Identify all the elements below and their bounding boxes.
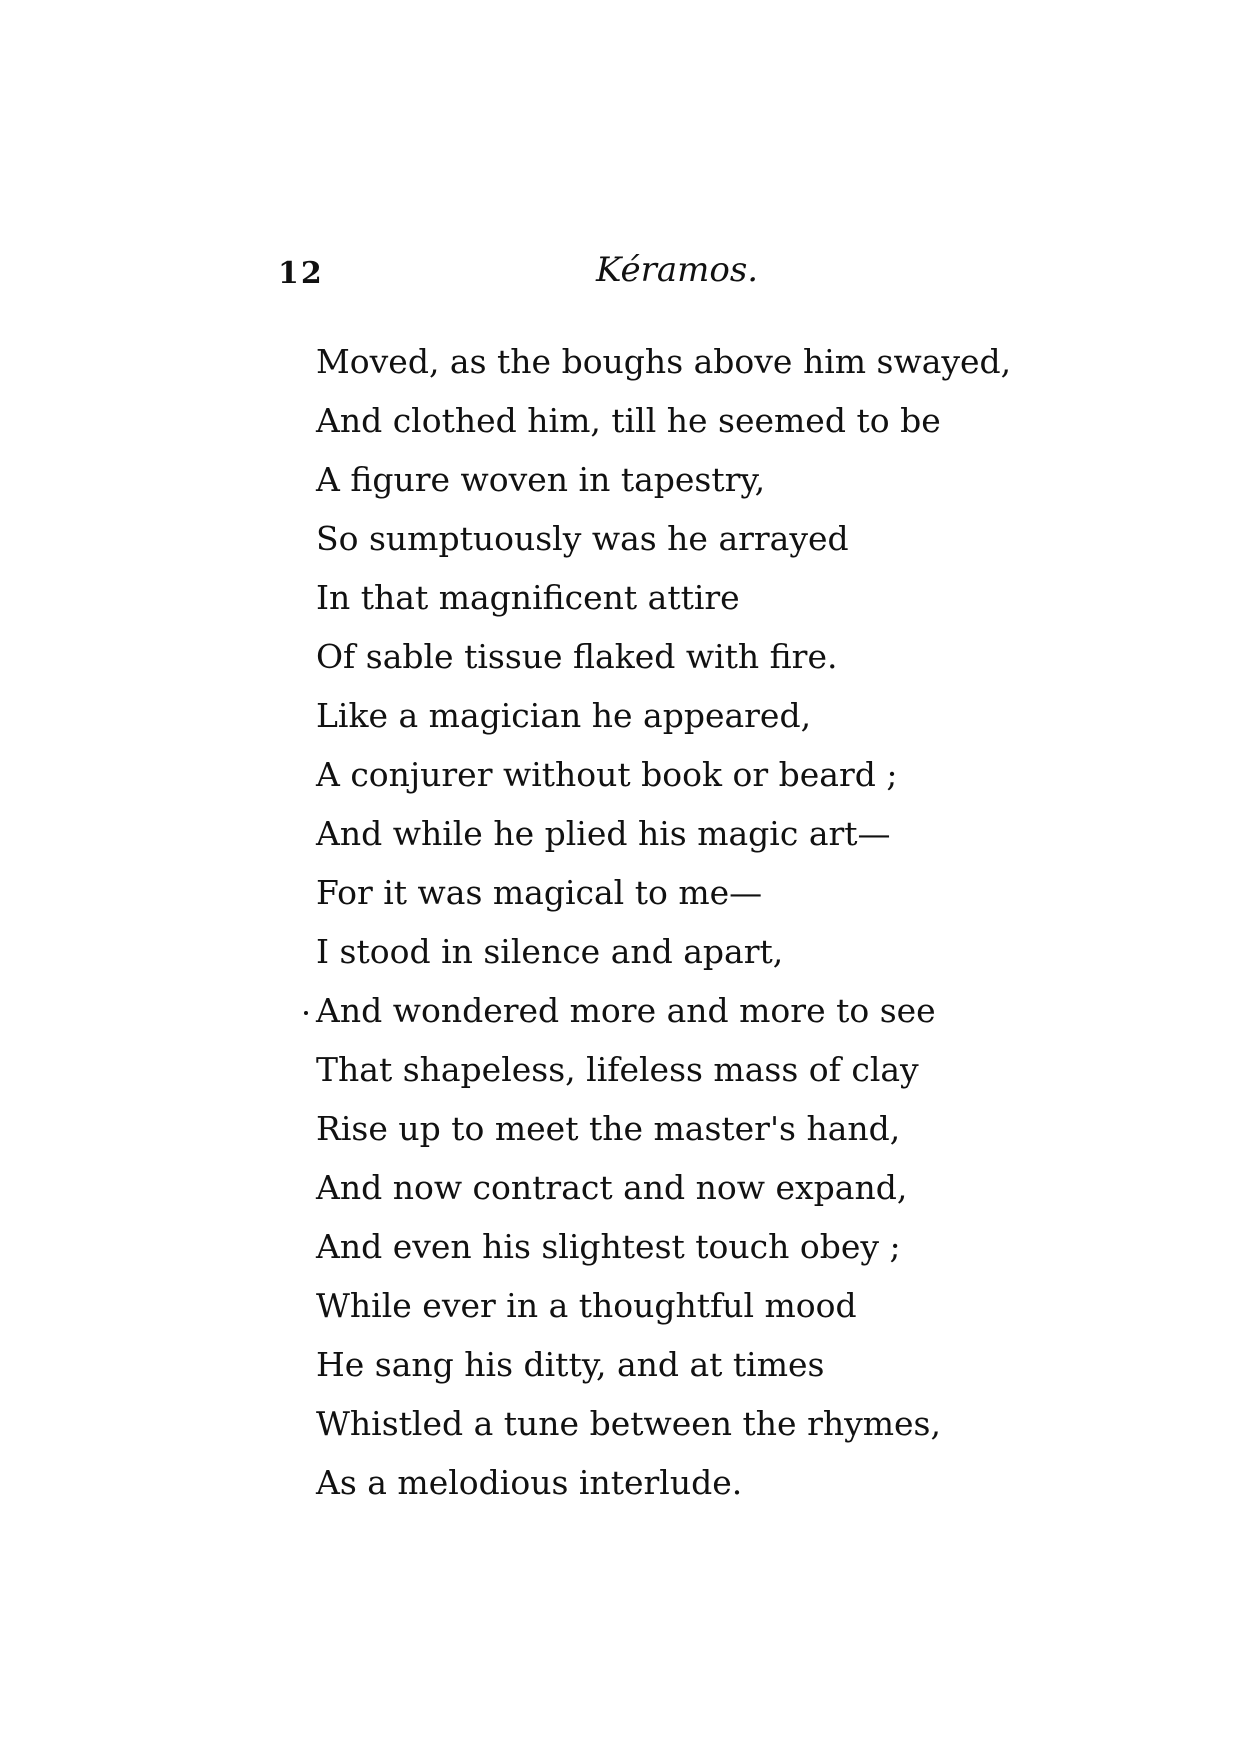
running-title: Kéramos. (596, 250, 759, 290)
verse-line: Moved, as the boughs above him swayed, (316, 342, 1012, 381)
verse-line: And clothed him, till he seemed to be (316, 401, 941, 440)
verse-line: Rise up to meet the master's hand, (316, 1109, 901, 1148)
verse-line: And while he plied his magic art— (316, 814, 891, 853)
verse-line: So sumptuously was he arrayed (316, 519, 849, 558)
verse-line: And even his slightest touch obey ; (316, 1227, 901, 1266)
verse-line: That shapeless, lifeless mass of clay (316, 1050, 919, 1089)
verse-line: Of sable tissue flaked with fire. (316, 637, 838, 676)
verse-line: For it was magical to me— (316, 873, 763, 912)
poem-stanza (316, 332, 1176, 1512)
verse-line: Whistled a tune between the rhymes, (316, 1404, 941, 1443)
page-number: 12 (278, 256, 324, 291)
verse-line: He sang his ditty, and at times (316, 1345, 825, 1384)
verse-line: A conjurer without book or beard ; (316, 755, 898, 794)
verse-line: In that magnificent attire (316, 578, 740, 617)
verse-line: I stood in silence and apart, (316, 932, 784, 971)
verse-line: A figure woven in tapestry, (316, 460, 766, 499)
running-head (0, 250, 1241, 300)
verse-line: Like a magician he appeared, (316, 696, 812, 735)
verse-line: And wondered more and more to see (316, 981, 1176, 1040)
verse-line: As a melodious interlude. (316, 1463, 743, 1502)
verse-line: While ever in a thoughtful mood (316, 1286, 857, 1325)
verse-line: And now contract and now expand, (316, 1168, 908, 1207)
